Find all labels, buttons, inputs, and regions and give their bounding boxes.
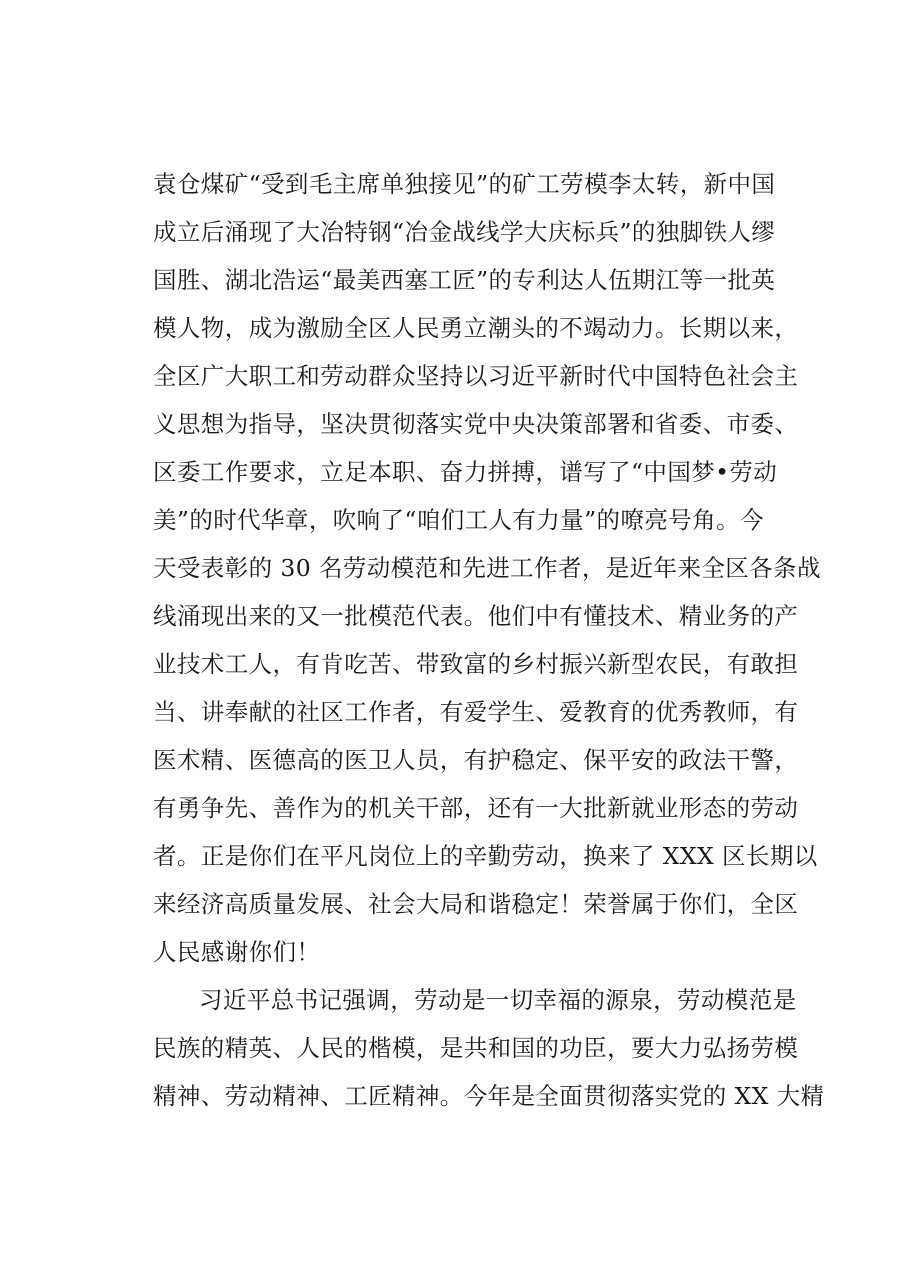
text-line: 医术精、医德高的医卫人员，有护稳定、保平安的政法干警， [153, 746, 799, 774]
text-line: 义思想为指导，坚决贯彻落实党中央决策部署和省委、市委、 [153, 410, 799, 438]
text-line: 国胜、湖北浩运“最美西塞工匠”的专利达人伍期江等一批英 [153, 266, 776, 294]
text-line: 线涌现出来的又一批模范代表。他们中有懂技术、精业务的产 [153, 602, 799, 630]
text-line: 来经济高质量发展、社会大局和谐稳定！荣誉属于你们，全区 [153, 890, 799, 918]
text-line: 成立后涌现了大冶特钢“冶金战线学大庆标兵”的独脚铁人缪 [153, 218, 776, 246]
text-line: 全区广大职工和劳动群众坚持以习近平新时代中国特色社会主 [153, 362, 799, 390]
text-line: 民族的精英、人民的楷模，是共和国的功臣，要大力弘扬劳模 [153, 1034, 799, 1062]
text-line: 天受表彰的 30 名劳动模范和先进工作者，是近年来全区各条战 [153, 554, 821, 582]
text-line: 美”的时代华章，吹响了“咱们工人有力量”的嘹亮号角。今 [153, 506, 764, 534]
text-line: 区委工作要求，立足本职、奋力拼搏，谱写了“中国梦•劳动 [153, 458, 778, 486]
text-line: 当、讲奉献的社区工作者，有爱学生、爱教育的优秀教师，有 [153, 698, 799, 726]
paragraph-first-line: 习近平总书记强调，劳动是一切幸福的源泉，劳动模范是 [199, 986, 797, 1014]
text-line: 业技术工人，有肯吃苦、带致富的乡村振兴新型农民，有敢担 [153, 650, 799, 678]
text-line: 模人物，成为激励全区人民勇立潮头的不竭动力。长期以来， [153, 314, 799, 342]
text-line: 人民感谢你们！ [153, 938, 321, 966]
text-line: 者。正是你们在平凡岗位上的辛勤劳动，换来了 XXX 区长期以 [153, 842, 818, 870]
text-line: 精神、劳动精神、工匠精神。今年是全面贯彻落实党的 XX 大精 [153, 1082, 825, 1110]
text-line: 袁仓煤矿“受到毛主席单独接见”的矿工劳模李太转，新中国 [153, 170, 776, 198]
text-line: 有勇争先、善作为的机关干部，还有一大批新就业形态的劳动 [153, 794, 799, 822]
